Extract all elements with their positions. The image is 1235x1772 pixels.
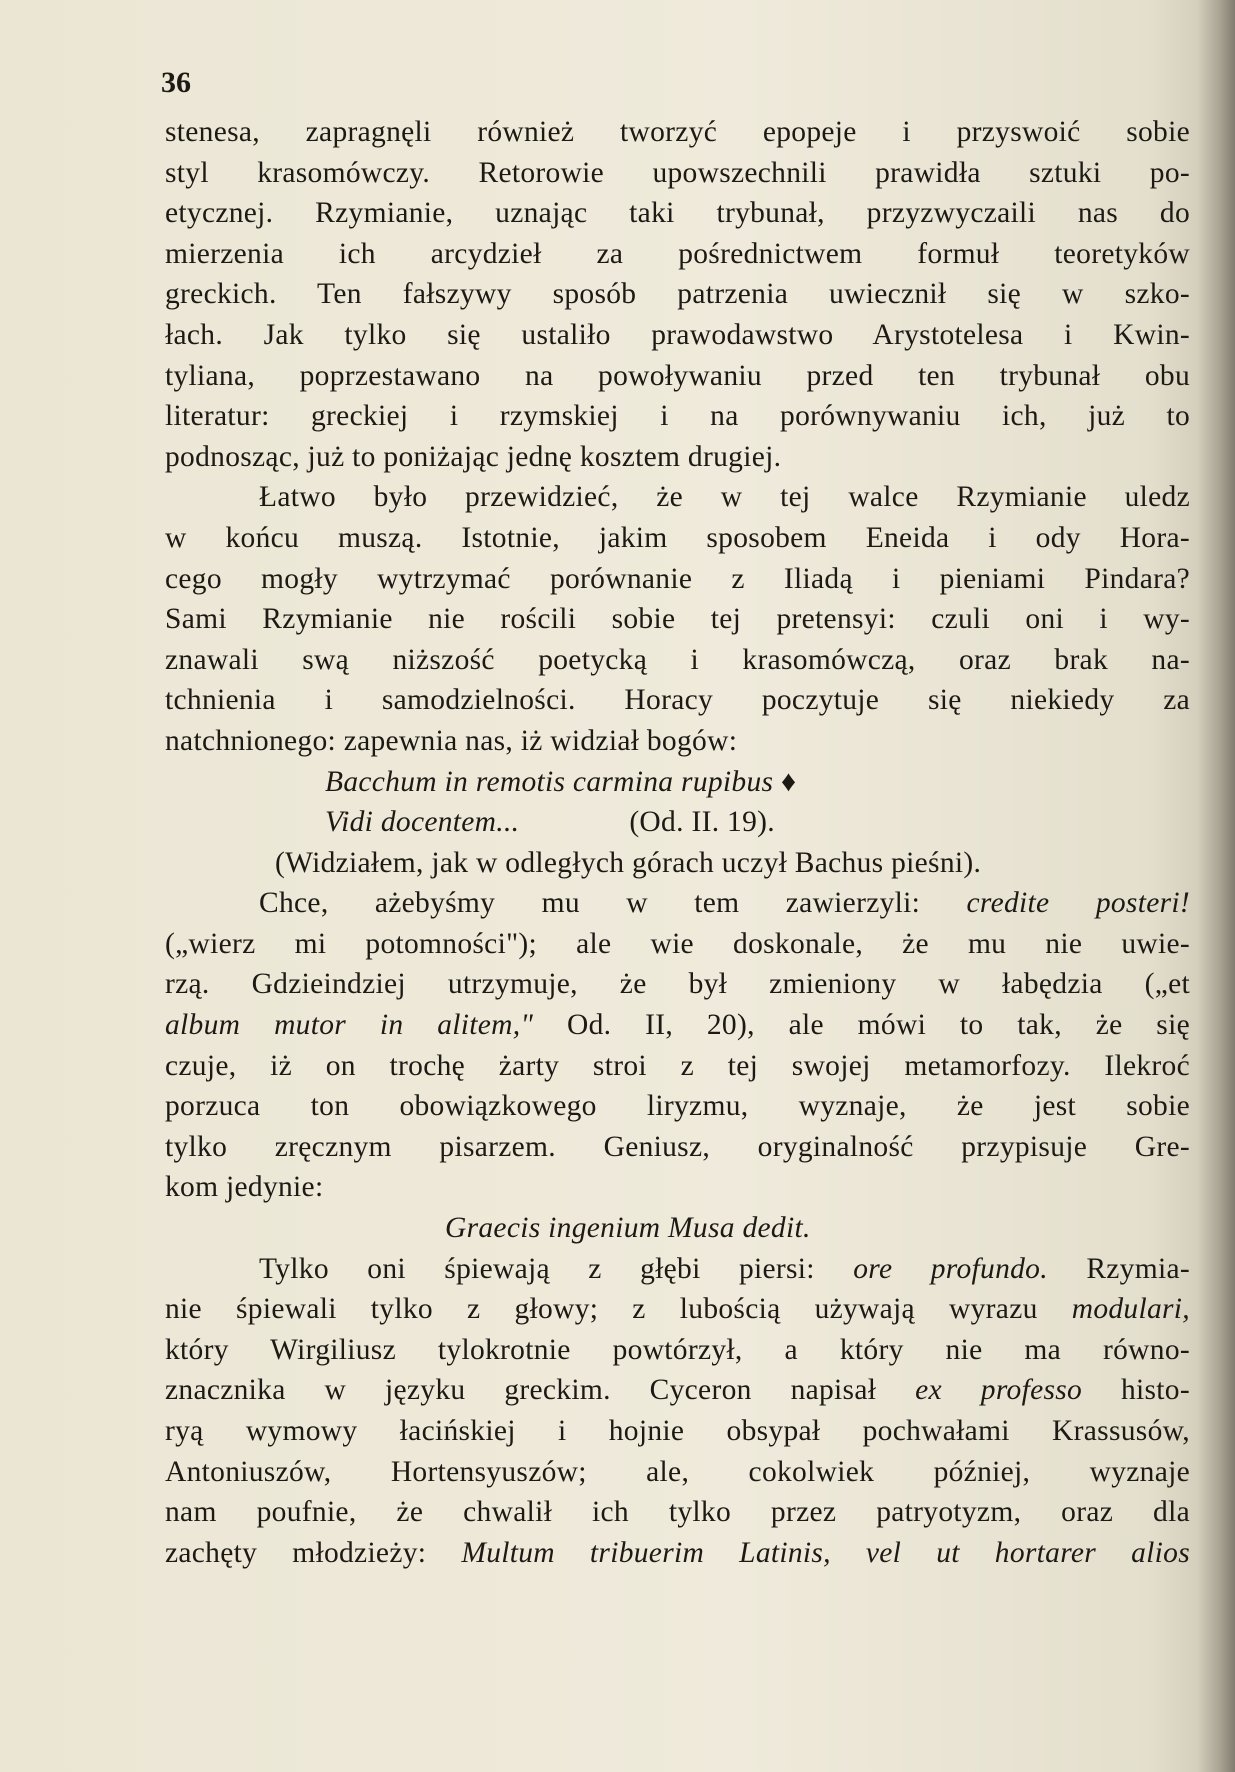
verse-translation: (Widziałem, jak w odległych górach uczył Bachus pieśni). [275,846,982,879]
text-line: („wierz mi potomności"); ale wie doskonale, że mu nie uwie- [165,927,1190,960]
text-line: cego mogły wytrzymać porównanie z Iliadą i pieniami Pindara? [165,562,1190,595]
text-line: stenesa, zapragnęli również tworzyć epopeje i przyswoić sobie [165,116,1190,148]
text-line: Łatwo było przewidzieć, że w tej walce Rzymianie uledz [259,481,1190,514]
page-number: 36 [161,66,191,99]
text-span: Tylko oni śpiewają z głębi piersi: [259,1252,815,1285]
text-span: Chce, ażebyśmy mu w tem zawierzyli: [259,887,921,920]
text-line: czuje, iż on trochę żarty stroi z tej swojej metamorfozy. Ilekroć [165,1049,1190,1082]
text-line: znawali swą niższość poetycką i krasomówczą, oraz brak na- [165,643,1190,676]
text-line: tyliana, poprzestawano na powoływaniu przed ten trybunał obu [165,359,1190,392]
text-line [165,883,1190,924]
text-line: który Wirgiliusz tylokrotnie powtórzył, a który nie ma równo- [165,1333,1190,1366]
text-span: znacznika w języku greckim. Cyceron napisał [165,1374,877,1407]
text-span: Rzymia- [1086,1252,1190,1285]
text-span: zachęty młodzieży: [165,1536,427,1569]
text-line: ryą wymowy łacińskiej i hojnie obsypał pochwałami Krassusów, [165,1415,1190,1447]
text-line: kom jedynie: [165,1171,324,1204]
text-line: etycznej. Rzymianie, uznając taki trybunał, przyzwyczaili nas do [165,197,1190,230]
latin-phrase: album mutor in alitem," [165,1009,534,1042]
verse-reference: (Od. II. 19). [629,806,775,839]
text-line: Antoniuszów, Hortensyuszów; ale, cokolwiek później, wyznaje [165,1455,1190,1488]
body-text [165,112,1190,1573]
latin-phrase: modulari, [1071,1293,1190,1326]
text-line: rzą. Gdzieindziej utrzymuje, że był zmieniony w łabędzia („et [165,968,1190,1001]
text-line: natchnionego: zapewnia nas, iż widział bogów: [165,724,738,757]
text-line: styl krasomówczy. Retorowie upowszechnili prawidła sztuki po- [165,156,1190,189]
text-line: literatur: greckiej i rzymskiej i na porównywaniu ich, już to [165,400,1190,433]
text-line: nam poufnie, że chwalił ich tylko przez patryotyzm, oraz dla [165,1496,1190,1529]
text-line: tchnienia i samodzielności. Horacy poczytuje się niekiedy za [165,684,1190,717]
text-line: w końcu muszą. Istotnie, jakim sposobem Eneida i ody Hora- [165,521,1190,554]
text-line [165,1533,1190,1574]
text-line [165,1289,1190,1330]
text-line: porzuca ton obowiązkowego liryzmu, wyznaje, że jest sobie [165,1090,1190,1123]
text-span: histo- [1120,1374,1190,1407]
book-spine-shadow [1197,0,1235,1772]
latin-phrase: ore profundo. [853,1252,1048,1285]
latin-verse-line [165,802,1190,843]
text-line: podnosząc, już to poniżając jednę kosztem drugiej. [165,440,782,473]
text-line: Sami Rzymianie nie rościli sobie tej pretensyi: czuli oni i wy- [165,603,1190,636]
latin-verse-line: Graecis ingenium Musa dedit. [445,1212,811,1245]
latin-phrase: credite posteri! [966,887,1190,920]
latin-verse-line: Bacchum in remotis carmina rupibus ♦ [325,765,797,798]
text-line [165,1005,1190,1046]
text-line: łach. Jak tylko się ustaliło prawodawstwo Arystotelesa i Kwin- [165,318,1190,351]
text-span: nie śpiewali tylko z głowy; z lubością używają wyrazu [165,1293,1038,1326]
latin-phrase: Multum tribuerim Latinis, vel ut hortarer alios [461,1536,1190,1569]
text-line: tylko zręcznym pisarzem. Geniusz, oryginalność przypisuje Gre- [165,1130,1190,1163]
latin-phrase: ex professo [915,1374,1083,1407]
text-line: greckich. Ten fałszywy sposób patrzenia uwiecznił się w szko- [165,278,1190,311]
text-line [165,1249,1190,1290]
text-line [165,1370,1190,1411]
text-line: mierzenia ich arcydzieł za pośrednictwem formuł teoretyków [165,237,1190,270]
text-span: Od. II, 20), ale mówi to tak, że się [566,1009,1190,1042]
verse-text: Vidi docentem... [325,806,520,839]
